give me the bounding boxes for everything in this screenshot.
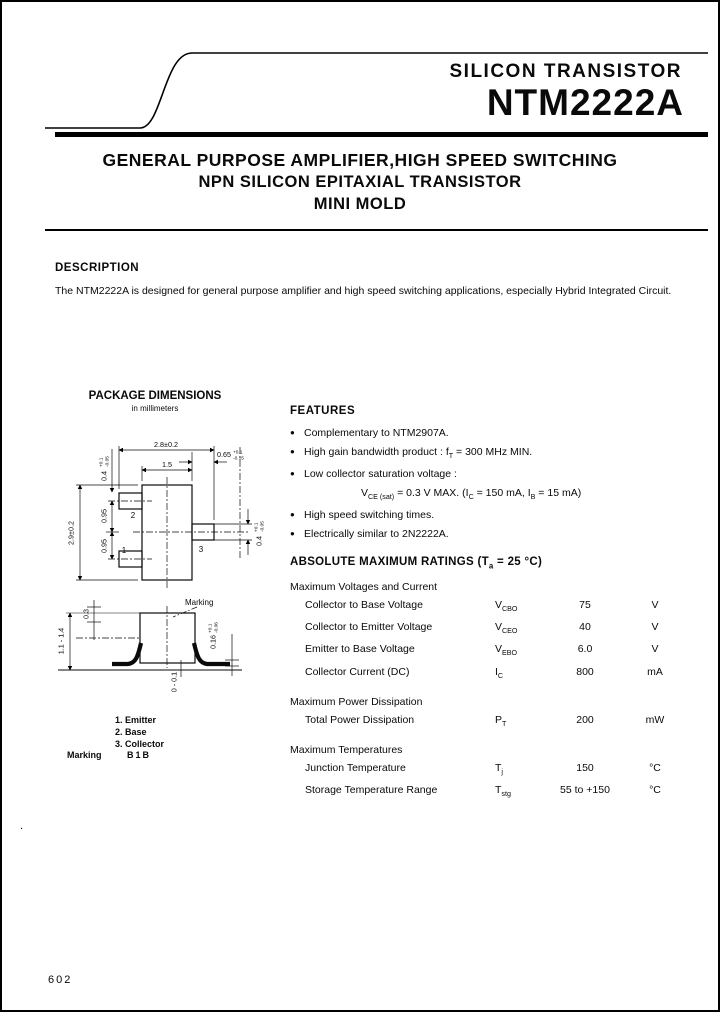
dim-lead-pitch-upper — [100, 509, 109, 523]
row-symbol: $I_C$ — [495, 665, 504, 680]
row-value: 40 — [579, 621, 591, 634]
pin-number-2: 2 — [130, 511, 136, 520]
dim-overall-width: 2.8±0.2 — [154, 440, 178, 449]
title-line-3: MINI MOLD — [313, 195, 407, 213]
table-row — [290, 711, 695, 733]
ratings-section — [290, 556, 695, 803]
ratings-group-title: Maximum Voltages and Current — [290, 581, 438, 594]
left-lead-side — [112, 643, 141, 664]
svg-text:0.16: 0.16 — [208, 635, 218, 649]
table-row — [290, 640, 695, 662]
ratings-group-title: Maximum Temperatures — [290, 743, 403, 756]
svg-text:-0.06: -0.06 — [214, 622, 220, 633]
pin-legend-item: 3. Collector — [115, 739, 165, 749]
svg-text:0.4: 0.4 — [99, 471, 109, 481]
top-view-outline — [119, 485, 214, 580]
row-symbol: $V_{CEO}$ — [495, 621, 518, 636]
row-symbol: $T_{stg}$ — [495, 783, 511, 798]
row-name: Junction Temperature — [305, 761, 406, 774]
feature-text: High gain bandwidth product : $f_T = 300$ MHz MIN. — [304, 445, 533, 460]
svg-text:-0.15: -0.15 — [233, 456, 244, 462]
feature-item-continuation — [290, 484, 710, 507]
row-unit: V — [651, 599, 659, 612]
dim-lead-thickness — [208, 622, 220, 649]
ratings-group-title: Maximum Power Dissipation — [290, 695, 423, 708]
feature-item — [290, 424, 710, 443]
part-number: NTM2222A — [486, 82, 684, 123]
row-unit: V — [651, 621, 659, 634]
feature-item — [290, 465, 710, 484]
pin-legend-item: 2. Base — [115, 727, 147, 737]
description-body: The NTM2222A is designed for general purpose amplifier and high speed switching applications, especially Hybrid Integrated Circuit. — [55, 285, 672, 297]
table-row — [290, 663, 695, 685]
svg-text:0.4: 0.4 — [254, 536, 264, 546]
features-section — [290, 405, 710, 543]
row-value: 150 — [576, 761, 594, 774]
feature-item — [290, 525, 710, 544]
pin-number-1: 1 — [121, 546, 127, 555]
dim-body-width: 1.5 — [162, 460, 172, 469]
table-row — [290, 596, 695, 618]
title-line-2: NPN SILICON EPITAXIAL TRANSISTOR — [198, 173, 522, 191]
feature-item — [290, 506, 710, 525]
svg-text:+0.1: +0.1 — [208, 623, 214, 633]
row-name: Collector Current (DC) — [305, 665, 410, 678]
svg-text:1.1 - 1.4: 1.1 - 1.4 — [56, 627, 66, 655]
row-symbol: $V_{CBO}$ — [495, 599, 518, 614]
dim-lead3-length — [217, 450, 244, 462]
marking-label: Marking — [67, 750, 102, 760]
pin-legend-item: 1. Emitter — [115, 715, 157, 725]
dim-body-height — [67, 521, 76, 545]
feature-text: Complementary to NTM2907A. — [304, 427, 449, 439]
dim-top-clearance — [82, 609, 91, 619]
row-value: 75 — [579, 599, 591, 612]
row-value: 800 — [576, 665, 594, 678]
package-diagram — [45, 428, 295, 720]
package-body-side-view — [140, 613, 195, 663]
ratings-heading: ABSOLUTE MAXIMUM RATINGS ($T_a = 25$ °C) — [290, 556, 543, 571]
feature-text: Electrically similar to 2N2222A. — [304, 527, 449, 540]
marking-callout: Marking — [185, 598, 214, 607]
row-value: 200 — [576, 713, 594, 726]
svg-text:0 - 0.1: 0 - 0.1 — [169, 671, 179, 693]
row-symbol: $T_j$ — [495, 761, 504, 776]
dim-standoff — [170, 672, 179, 692]
row-name: Emitter to Base Voltage — [305, 643, 415, 656]
row-name: Storage Temperature Range — [305, 783, 438, 796]
header-rule — [55, 132, 708, 137]
description-heading: DESCRIPTION — [55, 262, 140, 274]
bullet-icon: ● — [290, 510, 295, 520]
bullet-icon: ● — [290, 528, 295, 538]
svg-text:0.3: 0.3 — [81, 609, 91, 619]
svg-text:0.65: 0.65 — [217, 450, 231, 459]
svg-text:+0.1: +0.1 — [99, 457, 105, 467]
bullet-icon: ● — [290, 428, 295, 437]
pin-number-3: 3 — [198, 545, 204, 554]
svg-text:0.95: 0.95 — [99, 539, 109, 553]
svg-text:-0.05: -0.05 — [105, 456, 111, 467]
page-number: 602 — [48, 974, 73, 986]
row-name: Total Power Dissipation — [305, 713, 415, 726]
marking-value: B1B — [127, 750, 152, 760]
bullet-icon: ● — [290, 446, 295, 456]
row-symbol: $V_{EBO}$ — [495, 643, 518, 658]
svg-text:+0.1: +0.1 — [233, 450, 243, 456]
row-unit: °C — [649, 783, 661, 796]
table-row — [290, 781, 695, 803]
device-category: SILICON TRANSISTOR — [449, 61, 682, 82]
row-unit: mA — [647, 665, 663, 678]
dim-body-thickness — [57, 628, 66, 654]
row-name: Collector to Emitter Voltage — [305, 621, 433, 634]
feature-text: $V_{CE (sat)} = 0.3$ V MAX. ($I_C = 150$ mA, $I_B = 15$ mA) — [361, 486, 582, 501]
pin-legend — [115, 714, 164, 750]
features-heading: FEATURES — [290, 405, 356, 417]
dim-lead2-width — [99, 456, 111, 481]
title-rule — [45, 229, 708, 231]
row-symbol: $P_T$ — [495, 713, 507, 728]
feature-text: High speed switching times. — [304, 509, 435, 522]
feature-item — [290, 443, 710, 466]
features-list — [290, 424, 710, 543]
title-line-1: GENERAL PURPOSE AMPLIFIER,HIGH SPEED SWITCHING — [102, 150, 618, 170]
table-row — [290, 618, 695, 640]
dim-lead3-width — [254, 521, 266, 546]
row-name: Collector to Base Voltage — [305, 599, 423, 612]
stray-scan-mark: . — [20, 820, 24, 832]
row-unit: °C — [649, 761, 661, 774]
svg-text:2.9±0.2: 2.9±0.2 — [66, 521, 76, 545]
row-value: 6.0 — [577, 643, 593, 656]
svg-text:-0.05: -0.05 — [260, 521, 266, 532]
table-row — [290, 759, 695, 781]
row-value: 55 to +150 — [560, 783, 610, 796]
title-block — [0, 149, 720, 215]
package-units-note: in millimeters — [131, 404, 179, 413]
feature-text: Low collector saturation voltage : — [304, 468, 457, 481]
svg-text:+0.1: +0.1 — [254, 522, 260, 532]
row-unit: mW — [645, 713, 665, 726]
bullet-icon: ● — [290, 469, 295, 479]
marking-leader-line — [173, 607, 197, 617]
dim-lead-pitch-lower — [100, 539, 109, 553]
svg-text:0.95: 0.95 — [99, 509, 109, 523]
row-unit: V — [651, 643, 659, 656]
package-dimensions-heading: PACKAGE DIMENSIONS — [88, 390, 222, 402]
